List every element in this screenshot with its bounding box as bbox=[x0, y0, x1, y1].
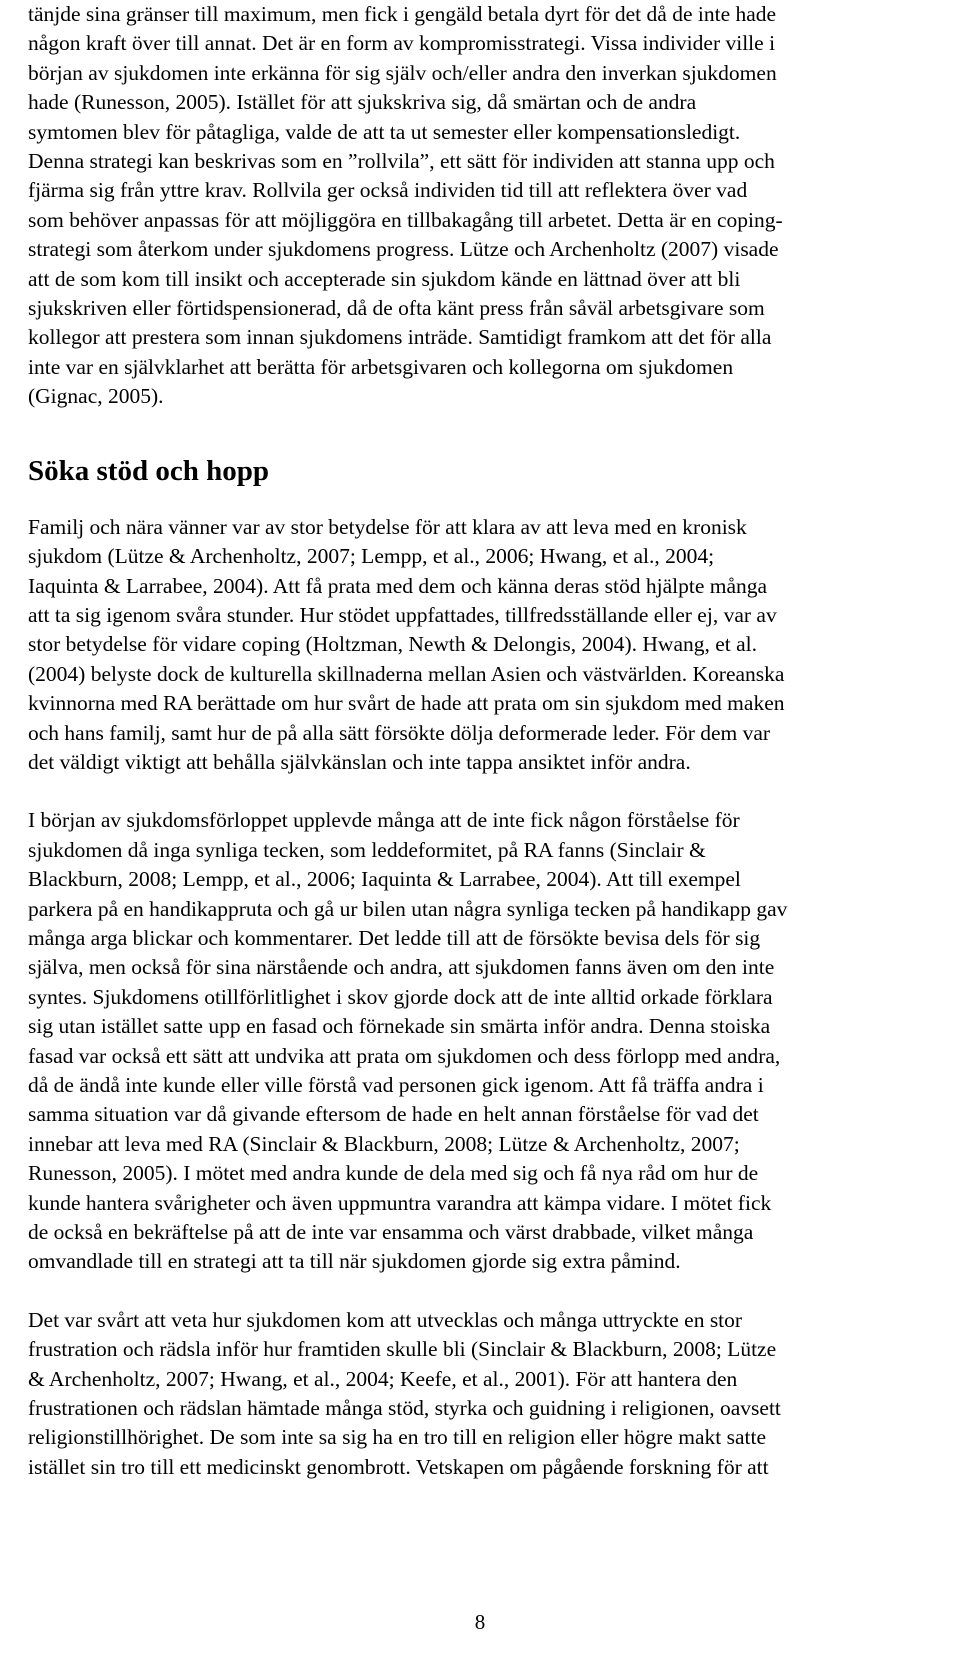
text-line: omvandlade till en strategi att ta till när sjukdomen gjorde sig extra påmind. bbox=[28, 1249, 681, 1274]
text-line: de också en bekräftelse på att de inte var ensamma och värst drabbade, vilket många bbox=[28, 1220, 754, 1245]
paragraph-gap bbox=[28, 1277, 933, 1306]
paragraph-lack-of-understanding bbox=[28, 806, 933, 1277]
text-line: & Archenholtz, 2007; Hwang, et al., 2004; Keefe, et al., 2001). För att hantera den bbox=[28, 1366, 738, 1391]
text-line: Blackburn, 2008; Lempp, et al., 2006; Iaquinta & Larrabee, 2004). Att till exempel bbox=[28, 867, 741, 892]
text-line: stor betydelse för vidare coping (Holtzman, Newth & Delongis, 2004). Hwang, et al. bbox=[28, 632, 758, 657]
text-line: frustration och rädsla inför hur framtiden skulle bli (Sinclair & Blackburn, 2008; Lütze bbox=[28, 1337, 777, 1362]
text-line: kvinnorna med RA berättade om hur svårt de hade att prata om sin sjukdom med maken bbox=[28, 691, 785, 716]
text-line: innebar att leva med RA (Sinclair & Blackburn, 2008; Lütze & Archenholtz, 2007; bbox=[28, 1131, 740, 1156]
text-line: början av sjukdomen inte erkänna för sig själv och/eller andra den inverkan sjukdomen bbox=[28, 60, 777, 85]
text-line: och hans familj, samt hur de på alla sätt försökte dölja deformerade leder. För dem var bbox=[28, 720, 771, 745]
text-line: sjukdom (Lütze & Archenholtz, 2007; Lempp, et al., 2006; Hwang, et al., 2004; bbox=[28, 544, 715, 569]
text-line: inte var en självklarhet att berätta för arbetsgivaren och kollegorna om sjukdomen bbox=[28, 354, 734, 379]
text-line: Denna strategi kan beskrivas som en ”rollvila”, ett sätt för individen att stanna upp och bbox=[28, 149, 775, 174]
text-line: någon kraft över till annat. Det är en form av kompromisstrategi. Vissa individer ville i bbox=[28, 31, 776, 56]
text-line: parkera på en handikappruta och gå ur bilen utan några synliga tecken på handikapp gav bbox=[28, 896, 788, 921]
text-line: samma situation var då givande eftersom de hade en helt annan förståelse för vad det bbox=[28, 1102, 759, 1127]
text-line: (2004) belyste dock de kulturella skillnaderna mellan Asien och västvärlden. Koreanska bbox=[28, 661, 785, 686]
section-heading: Söka stöd och hopp bbox=[28, 454, 269, 487]
text-line: sjukskriven eller förtidspensionerad, då de ofta känt press från såväl arbetsgivare som bbox=[28, 296, 765, 321]
text-line: religionstillhörighet. De som inte sa sig ha en tro till en religion eller högre makt satte bbox=[28, 1425, 766, 1450]
page-content bbox=[28, 0, 933, 1482]
text-line: som behöver anpassas för att möjliggöra en tillbakagång till arbetet. Detta är en coping- bbox=[28, 207, 783, 232]
text-line: Familj och nära vänner var av stor betydelse för att klara av att leva med en kronisk bbox=[28, 514, 747, 539]
text-line: tänjde sina gränser till maximum, men fick i gengäld betala dyrt för det då de inte hade bbox=[28, 2, 777, 26]
text-line: att de som kom till insikt och accepterade sin sjukdom kände en lättnad över att bli bbox=[28, 266, 741, 291]
text-line: I början av sjukdomsförloppet upplevde många att de inte fick någon förståelse för bbox=[28, 808, 740, 833]
text-line: fjärma sig från yttre krav. Rollvila ger också individen tid till att reflektera över vad bbox=[28, 178, 748, 203]
text-line: symtomen blev för påtagliga, valde de att ta ut semester eller kompensationsledigt. bbox=[28, 119, 741, 144]
text-line: många arga blickar och kommentarer. Det ledde till att de försökte bevisa dels för sig bbox=[28, 925, 761, 950]
text-line: sig utan istället satte upp en fasad och förnekade sin smärta inför andra. Denna stoiska bbox=[28, 1014, 771, 1039]
text-line: det väldigt viktigt att behålla självkänslan och inte tappa ansiktet inför andra. bbox=[28, 749, 691, 774]
text-line: kunde hantera svårigheter och även uppmuntra varandra att kämpa vidare. I mötet fick bbox=[28, 1190, 772, 1215]
text-line: (Gignac, 2005). bbox=[28, 384, 164, 409]
text-line: sjukdomen då inga synliga tecken, som leddeformitet, på RA fanns (Sinclair & bbox=[28, 837, 706, 862]
paragraph-gap bbox=[28, 777, 933, 806]
text-line: fasad var också ett sätt att undvika att prata om sjukdomen och dess förlopp med andra, bbox=[28, 1043, 781, 1068]
text-line: hade (Runesson, 2005). Istället för att sjukskriva sig, då smärtan och de andra bbox=[28, 90, 697, 115]
paragraph-future-fear bbox=[28, 1306, 933, 1482]
text-line: syntes. Sjukdomens otillförlitlighet i skov gjorde dock att de inte alltid orkade förklara bbox=[28, 984, 773, 1009]
text-line: frustrationen och rädslan hämtade många stöd, styrka och guidning i religionen, oavsett bbox=[28, 1396, 781, 1421]
text-line: Runesson, 2005). I mötet med andra kunde de dela med sig och få nya råd om hur de bbox=[28, 1161, 759, 1186]
text-line: Iaquinta & Larrabee, 2004). Att få prata med dem och känna deras stöd hjälpte många bbox=[28, 573, 768, 598]
text-line: själva, men också för sina närstående och andra, att sjukdomen fanns även om den inte bbox=[28, 955, 775, 980]
text-line: då de ändå inte kunde eller ville förstå vad personen gick igenom. Att få träffa andra i bbox=[28, 1073, 764, 1097]
paragraph-family-support bbox=[28, 513, 933, 778]
text-line: istället sin tro till ett medicinskt genombrott. Vetskapen om pågående forskning för att bbox=[28, 1454, 769, 1479]
text-line: Det var svårt att veta hur sjukdomen kom att utvecklas och många uttryckte en stor bbox=[28, 1307, 743, 1332]
text-line: strategi som återkom under sjukdomens progress. Lütze och Archenholtz (2007) visade bbox=[28, 237, 779, 262]
text-line: kollegor att prestera som innan sjukdomens inträde. Samtidigt framkom att det för alla bbox=[28, 325, 772, 350]
paragraph-coping-strategies bbox=[28, 0, 933, 412]
page-number: 8 bbox=[474, 1610, 486, 1634]
text-line: att ta sig igenom svåra stunder. Hur stödet uppfattades, tillfredsställande eller ej, var av bbox=[28, 602, 777, 627]
